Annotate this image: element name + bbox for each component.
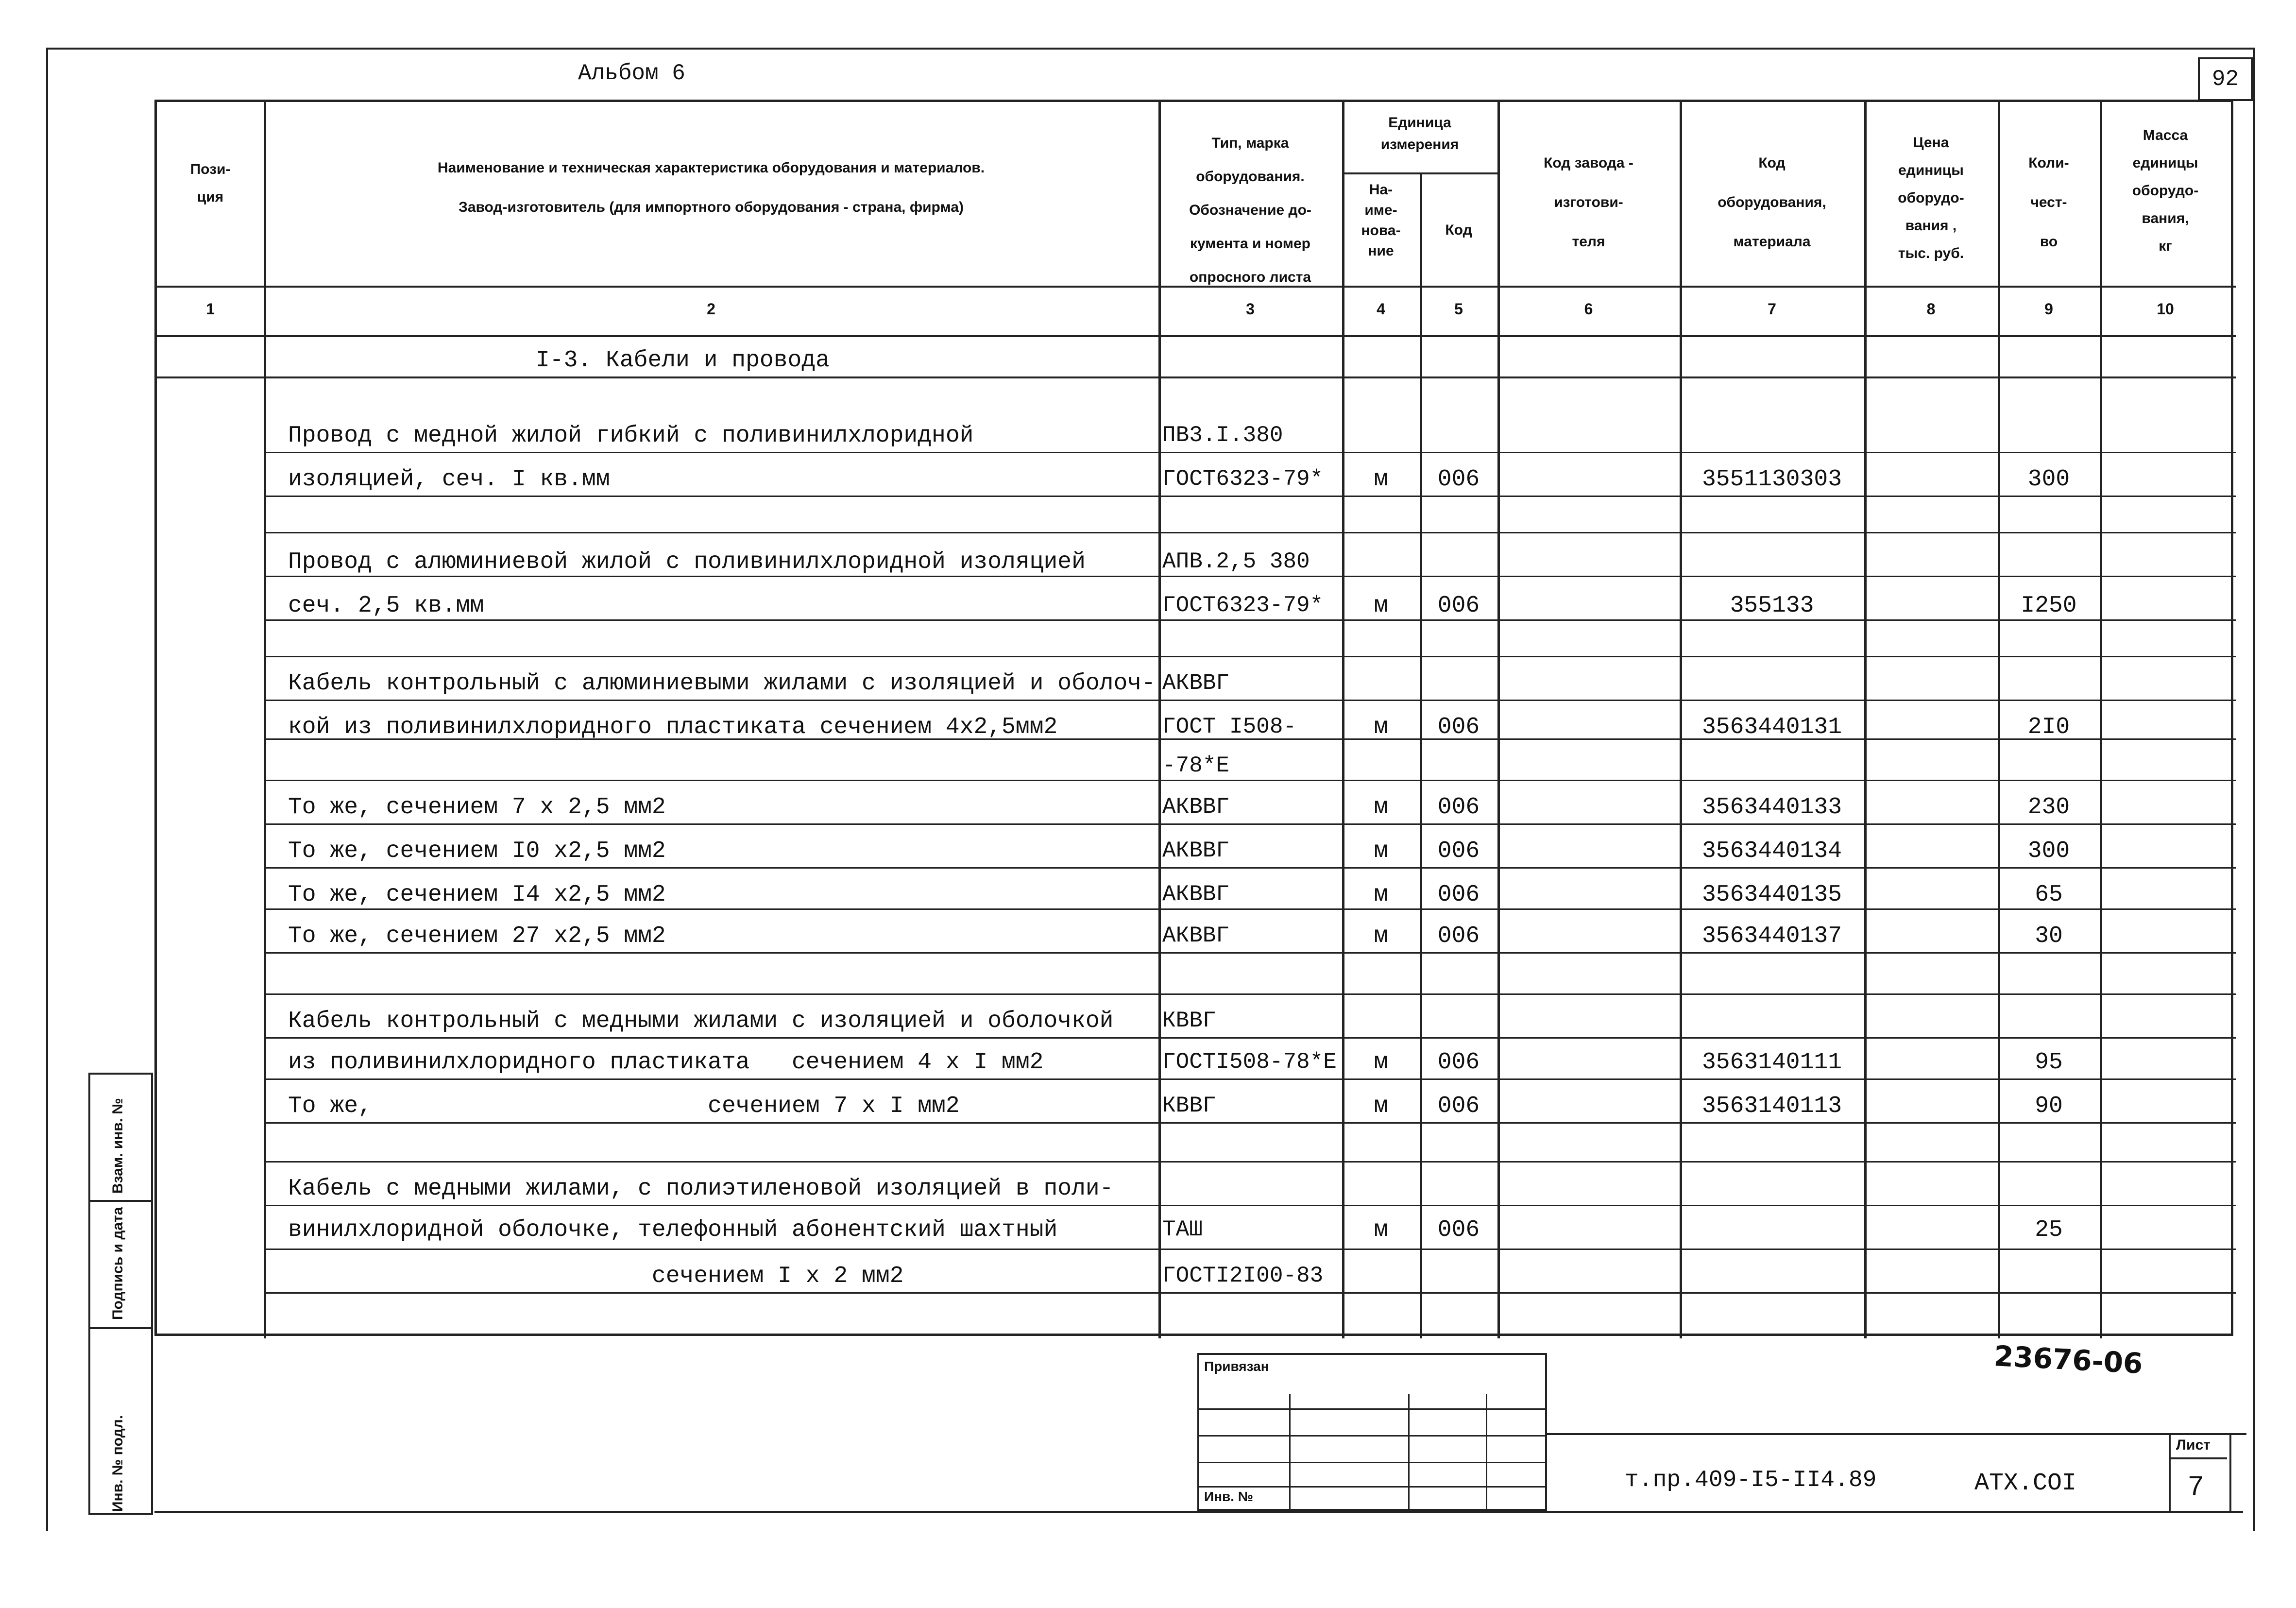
row-6-type: -78*Е — [1162, 753, 1230, 778]
col-num: 5 — [1454, 300, 1463, 318]
row-10-name: То же, сечением 27 х2,5 мм2 — [288, 923, 666, 949]
side-label-sign: Подпись и дата — [110, 1207, 126, 1320]
row-15-code: 006 — [1437, 1217, 1480, 1243]
row-7-mat: 3563440133 — [1701, 794, 1842, 821]
row-0-name: Провод с медной жилой гибкий с поливинилхлоридной — [288, 423, 974, 449]
row-13-code: 006 — [1437, 1093, 1480, 1119]
row-9-code: 006 — [1437, 882, 1480, 908]
document-mark: АТХ.СОI — [1974, 1470, 2077, 1497]
row-8-mat: 3563440134 — [1701, 838, 1842, 864]
header-position: Пози- ция — [190, 161, 231, 205]
row-4-name: Кабель контрольный с алюминиевыми жилами с изоляцией и оболоч- — [288, 670, 1156, 697]
row-11-name: Кабель контрольный с медными жилами с изоляцией и оболочкой — [288, 1008, 1114, 1034]
row-12-unit: м — [1374, 1049, 1388, 1076]
row-8-unit: м — [1374, 838, 1388, 864]
col-num: 1 — [206, 300, 215, 318]
document-code: т.пр.409-I5-II4.89 — [1625, 1467, 1877, 1493]
col-num: 3 — [1246, 300, 1255, 318]
side-label-replace: Взам. инв. № — [110, 1098, 126, 1194]
col-num: 7 — [1768, 300, 1776, 318]
header-unit-code: Код — [1445, 222, 1472, 238]
header-material-code: Код оборудования, материала — [1718, 155, 1826, 250]
row-12-mat: 3563140111 — [1701, 1049, 1842, 1076]
row-10-qty: 30 — [2035, 923, 2063, 949]
row-12-type: ГОСТI508-78*Е — [1162, 1049, 1337, 1075]
row-3-type: ГОСТ6323-79* — [1162, 593, 1324, 618]
row-2-type: АПВ.2,5 380 — [1162, 549, 1310, 574]
row-10-type: АКВВГ — [1162, 923, 1230, 948]
row-8-name: То же, сечением I0 х2,5 мм2 — [288, 838, 666, 864]
handwritten-number: 23676-06 — [1993, 1339, 2144, 1380]
row-15-qty: 25 — [2035, 1217, 2063, 1243]
row-3-qty: I250 — [2021, 593, 2077, 619]
row-10-mat: 3563440137 — [1701, 923, 1842, 949]
row-15-unit: м — [1374, 1217, 1388, 1243]
row-15-name: винилхлоридной оболочке, телефонный абонентский шахтный — [288, 1217, 1058, 1243]
row-9-qty: 65 — [2035, 882, 2063, 908]
row-7-name: То же, сечением 7 х 2,5 мм2 — [288, 794, 666, 821]
header-price: Цена единицы оборудо- вания , тыс. руб. — [1898, 135, 1964, 261]
row-11-type: КВВГ — [1162, 1008, 1216, 1033]
header-factory-code: Код завода - изготови- теля — [1544, 155, 1633, 250]
row-13-name: То же, сечением 7 х I мм2 — [288, 1093, 960, 1119]
row-9-type: АКВВГ — [1162, 882, 1230, 907]
binding-stamp — [1197, 1353, 1547, 1511]
col-num: 9 — [2044, 300, 2053, 318]
row-10-code: 006 — [1437, 923, 1480, 949]
row-13-mat: 3563140113 — [1701, 1093, 1842, 1119]
stamp-bound: Привязан — [1204, 1359, 1269, 1374]
row-1-code: 006 — [1437, 466, 1480, 493]
row-4-type: АКВВГ — [1162, 670, 1230, 696]
row-12-code: 006 — [1437, 1049, 1480, 1076]
row-7-unit: м — [1374, 794, 1388, 821]
row-13-qty: 90 — [2035, 1093, 2063, 1119]
row-3-code: 006 — [1437, 593, 1480, 619]
row-7-code: 006 — [1437, 794, 1480, 821]
col-num: 6 — [1584, 300, 1593, 318]
col-num: 8 — [1926, 300, 1936, 318]
row-12-qty: 95 — [2035, 1049, 2063, 1076]
col-num: 10 — [2157, 300, 2174, 318]
col-num: 2 — [707, 300, 715, 318]
row-1-mat: 3551130303 — [1701, 466, 1842, 493]
row-8-qty: 300 — [2027, 838, 2070, 864]
header-type: Тип, марка оборудования. Обозначение до- кумента и номер опросного листа — [1189, 135, 1311, 285]
album-title: Альбом 6 — [578, 61, 685, 86]
row-3-mat: 355133 — [1730, 593, 1814, 619]
row-9-unit: м — [1374, 882, 1388, 908]
row-7-type: АКВВГ — [1162, 794, 1230, 820]
row-5-name: кой из поливинилхлоридного пластиката сечением 4х2,5мм2 — [288, 714, 1058, 740]
row-13-type: КВВГ — [1162, 1093, 1216, 1118]
row-16-name: сечением I х 2 мм2 — [288, 1263, 904, 1289]
row-2-name: Провод с алюминиевой жилой с поливинилхлоридной изоляцией — [288, 549, 1086, 575]
row-0-type: ПВ3.I.380 — [1162, 423, 1283, 448]
header-quantity: Коли- чест- во — [2028, 155, 2069, 250]
header-name: Наименование и техническая характеристика оборудования и материалов. Завод-изготовитель (для импортного оборудования - страна, фирма) — [437, 160, 985, 215]
equipment-table — [154, 100, 2233, 1336]
row-5-code: 006 — [1437, 714, 1480, 740]
header-unit-name: На- име- нова- ние — [1361, 182, 1401, 259]
row-1-type: ГОСТ6323-79* — [1162, 466, 1324, 492]
page-number: 92 — [2198, 57, 2253, 101]
row-1-qty: 300 — [2027, 466, 2070, 493]
row-3-name: сеч. 2,5 кв.мм — [288, 593, 484, 619]
section-title: I-3. Кабели и провода — [536, 347, 830, 374]
sheet-number: 7 — [2188, 1470, 2204, 1501]
row-7-qty: 230 — [2027, 794, 2070, 821]
sheet-label: Лист — [2176, 1437, 2211, 1453]
col-num: 4 — [1377, 300, 1385, 318]
row-1-unit: м — [1374, 466, 1388, 493]
row-5-mat: 3563440131 — [1701, 714, 1842, 740]
row-10-unit: м — [1374, 923, 1388, 949]
header-unit: Единица измерения — [1380, 115, 1459, 153]
side-label-inv: Инв. № подл. — [110, 1415, 126, 1512]
stamp-inv: Инв. № — [1204, 1489, 1254, 1504]
row-9-mat: 3563440135 — [1701, 882, 1842, 908]
row-12-name: из поливинилхлоридного пластиката сечением 4 х I мм2 — [288, 1049, 1044, 1076]
row-15-type: ТАШ — [1162, 1217, 1203, 1242]
row-14-name: Кабель с медными жилами, с полиэтиленовой изоляцией в поли- — [288, 1176, 1114, 1202]
row-16-type: ГОСТI2I00-83 — [1162, 1263, 1324, 1288]
row-13-unit: м — [1374, 1093, 1388, 1119]
row-5-type: ГОСТ I508- — [1162, 714, 1297, 739]
row-1-name: изоляцией, сеч. I кв.мм — [288, 466, 610, 493]
row-9-name: То же, сечением I4 х2,5 мм2 — [288, 882, 666, 908]
row-8-code: 006 — [1437, 838, 1480, 864]
row-3-unit: м — [1374, 593, 1388, 619]
header-mass: Масса единицы оборудо- вания, кг — [2132, 127, 2199, 254]
row-5-qty: 2I0 — [2027, 714, 2070, 740]
row-5-unit: м — [1374, 714, 1388, 740]
side-stamp — [88, 1073, 153, 1515]
row-8-type: АКВВГ — [1162, 838, 1230, 863]
